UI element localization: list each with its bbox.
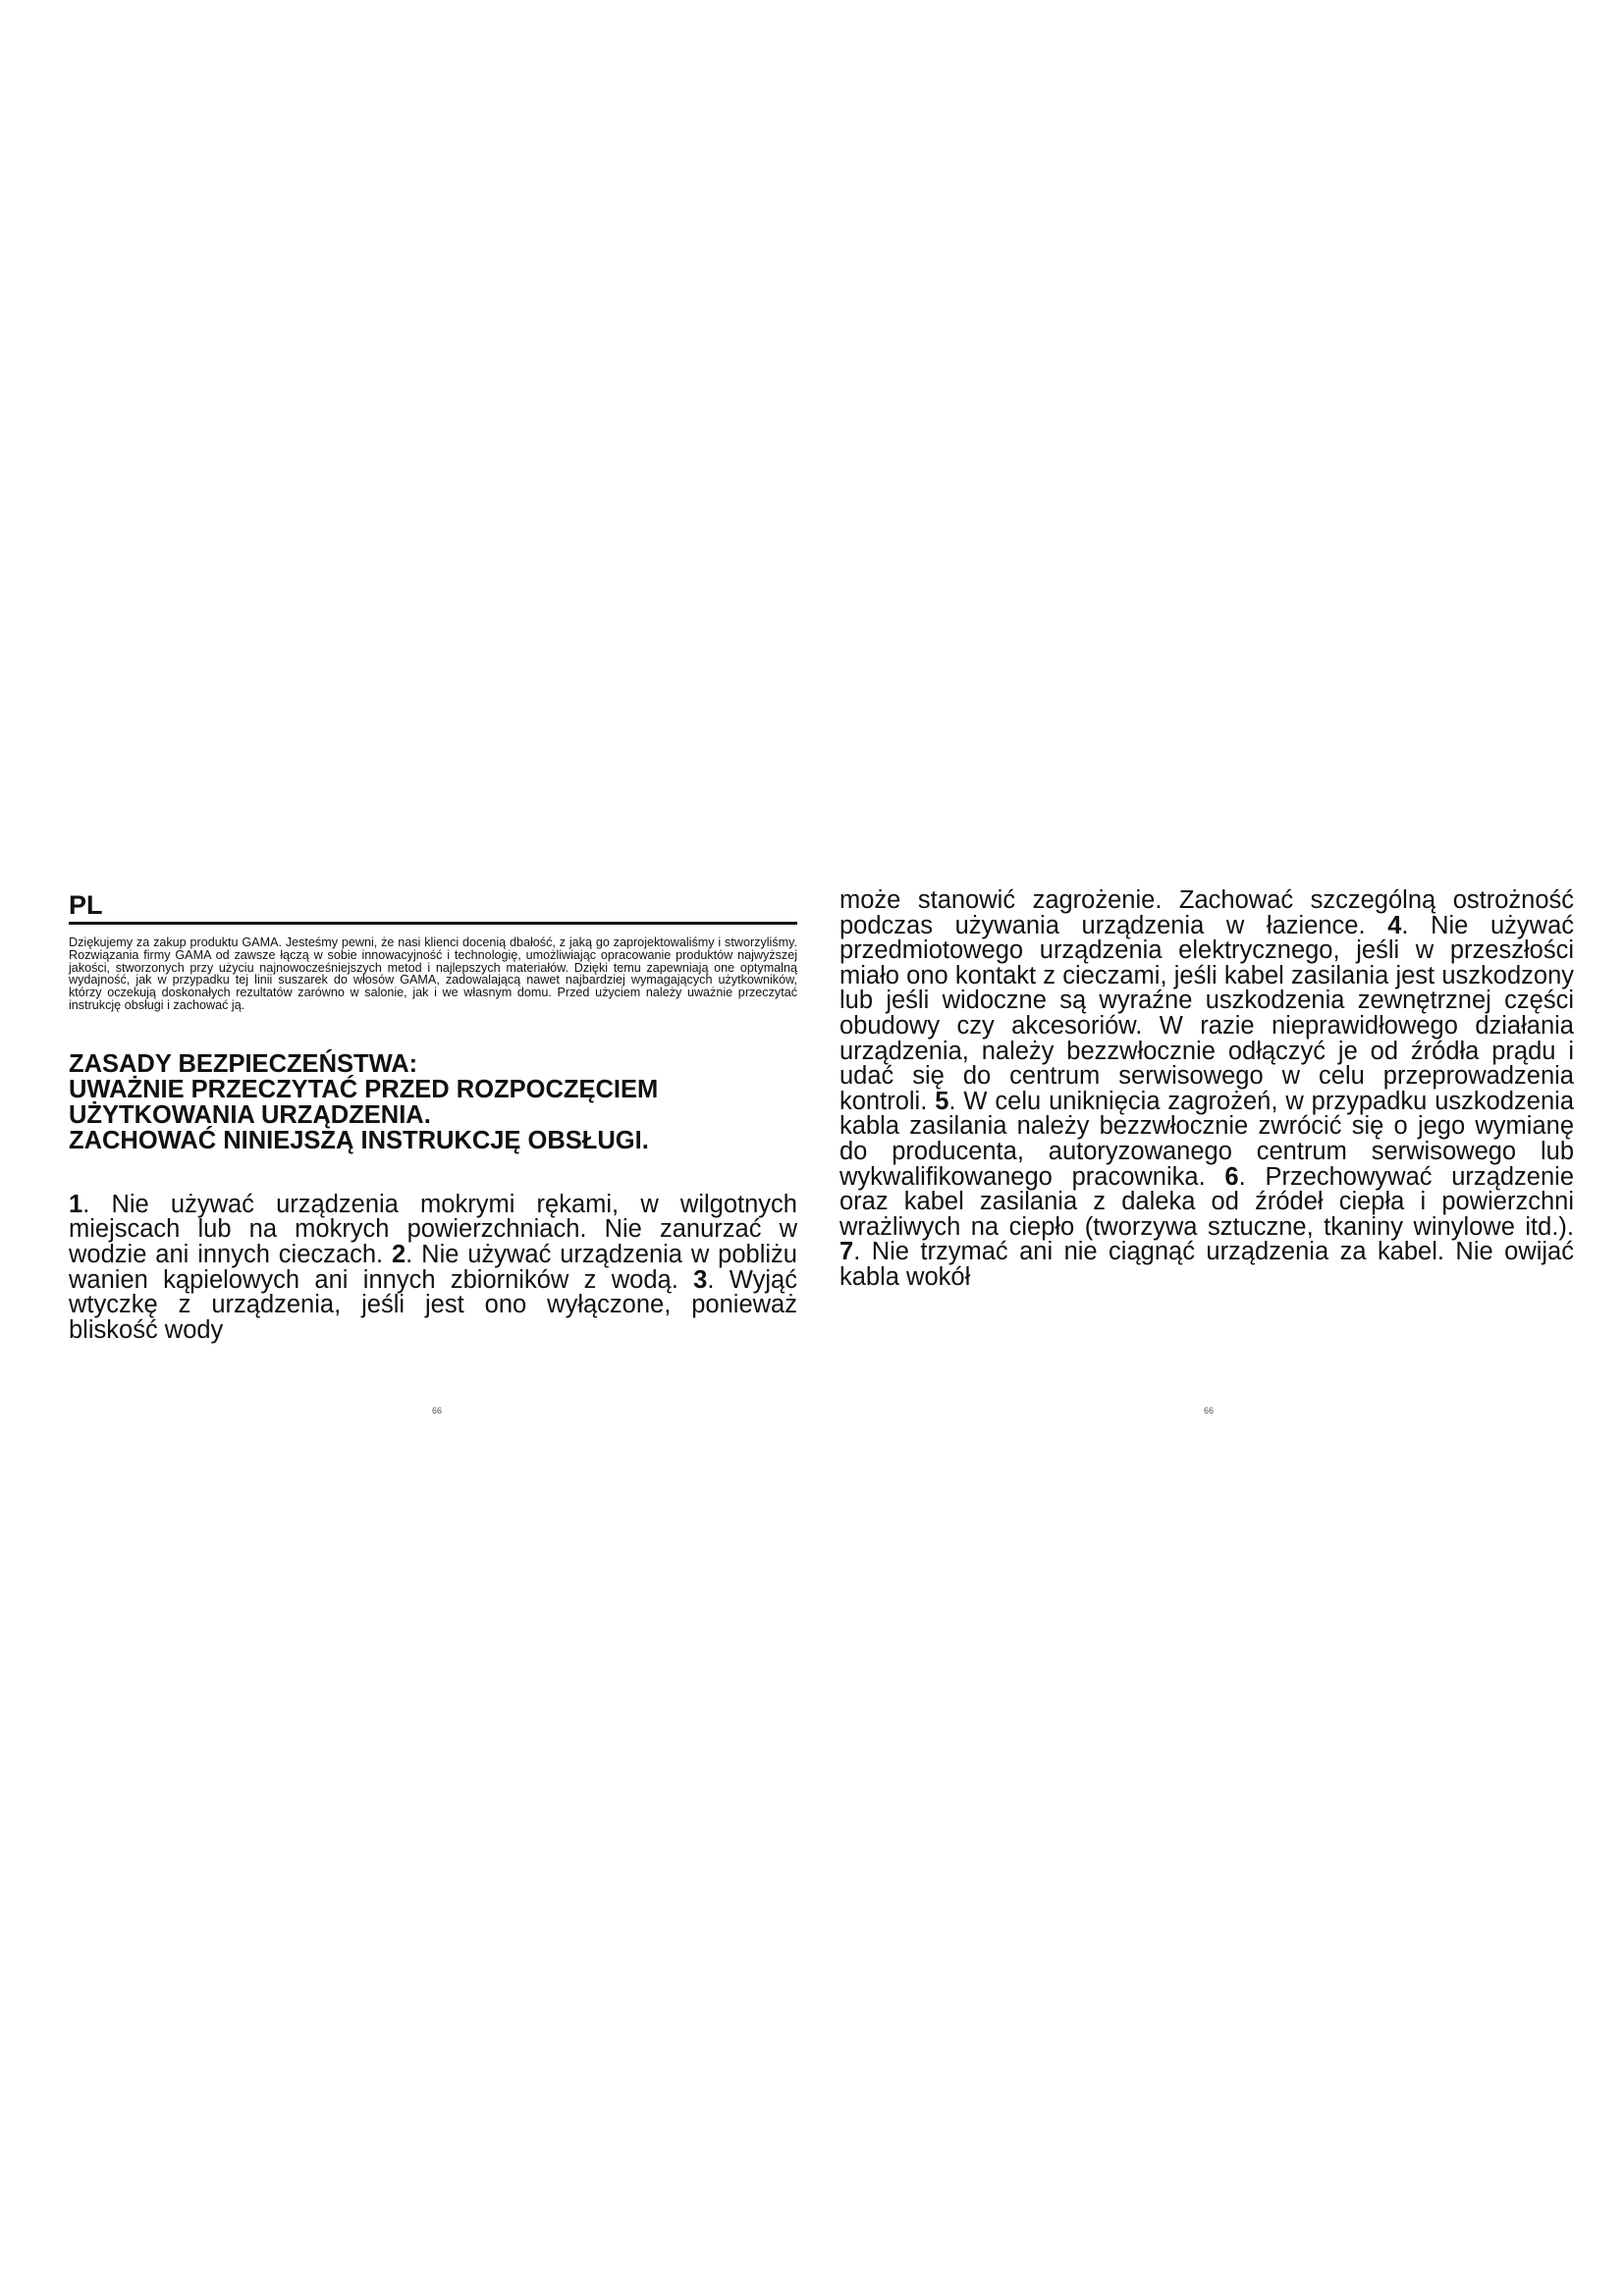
safety-heading-line-1: ZASADY BEZPIECZEŃSTWA:: [69, 1049, 418, 1078]
item-text-3-continued: może stanowić zagrożenie. Zachować szczególną ostrożność podczas używania urządzenia w łazience.: [839, 886, 1574, 939]
item-number-7: 7: [839, 1238, 854, 1266]
safety-heading: [69, 1051, 797, 1153]
left-page: [69, 888, 797, 1418]
header-divider: [69, 922, 797, 925]
item-text-1: . Nie używać urządzenia mokrymi rękami, w wilgotnych miejscach lub na mokrych powierzchniach. Nie zanurzać w wodzie ani innych cieczach.: [69, 1190, 797, 1268]
safety-heading-line-2: UWAŻNIE PRZECZYTAĆ PRZED ROZPOCZĘCIEM: [69, 1075, 659, 1103]
safety-heading-line-3: UŻYTKOWANIA URZĄDZENIA.: [69, 1100, 431, 1129]
right-page: [839, 888, 1574, 1418]
language-code: PL: [69, 890, 103, 920]
item-number-3: 3: [693, 1265, 708, 1294]
item-text-5: . W celu uniknięcia zagrożeń, w przypadku uszkodzenia kabla zasilania należy bezzwłocznie zwrócić się o jego wymianę do producenta, autoryzowanego centrum serwisowego lub wykwalifikowanego pracownika.: [839, 1087, 1574, 1191]
right-page-number: 66: [1204, 1406, 1215, 1415]
intro-paragraph: Dziękujemy za zakup produktu GAMA. Jesteśmy pewni, że nasi klienci docenią dbałość, z jaką go zaprojektowaliśmy i stworzyliśmy. Rozwiązania firmy GAMA od zawsze łączą w sobie innowacyjność i technologię, umożliwiając opracowanie produktów najwyższej jakości, stworzonych przy użyciu najnowocześniejszych metod i najlepszych materiałów. Dzięki temu zapewniają one optymalną wydajność, jak w przypadku tej linii suszarek do włosów GAMA, zadowalającą nawet najbardziej wymagających użytkowników, którzy oczekują doskonałych rezultatów zarówno w salonie, jak i we własnym domu. Przed użyciem należy uważnie przeczytać instrukcję obsługi i zachować ją.: [69, 935, 797, 1012]
item-number-4: 4: [1387, 911, 1402, 939]
left-page-number: 66: [432, 1406, 443, 1415]
item-number-2: 2: [391, 1240, 406, 1268]
safety-instructions-left: [69, 1190, 797, 1344]
item-number-6: 6: [1224, 1162, 1239, 1191]
item-text-7: . Nie trzymać ani nie ciągnąć urządzenia za kabel. Nie owijać kabla wokół: [839, 1238, 1574, 1291]
item-number-5: 5: [935, 1087, 949, 1115]
item-text-3: . Wyjąć wtyczkę z urządzenia, jeśli jest ono wyłączone, ponieważ bliskość wody: [69, 1265, 797, 1344]
item-text-4: . Nie używać przedmiotowego urządzenia elektrycznego, jeśli w przeszłości miało ono kontakt z cieczami, jeśli kabel zasilania jest uszkodzony lub jeśli widoczne są wyraźne uszkodzenia zewnętrznej części obudowy czy akcesoriów. W razie nieprawidłowego działania urządzenia, należy bezzwłocznie odłączyć je od źródła prądu i udać się do centrum serwisowego w celu przeprowadzenia kontroli.: [839, 911, 1575, 1115]
safety-heading-line-4: ZACHOWAĆ NINIEJSZĄ INSTRUKCJĘ OBSŁUGI.: [69, 1126, 649, 1154]
item-text-6: . Przechowywać urządzenie oraz kabel zasilania z daleka od źródeł ciepła i powierzchni wrażliwych na ciepło (tworzywa sztuczne, tkaniny winylowe itd.).: [839, 1162, 1574, 1241]
item-number-1: 1: [69, 1190, 83, 1218]
safety-instructions-right: [839, 888, 1574, 1291]
item-text-2: . Nie używać urządzenia w pobliżu wanien kąpielowych ani innych zbiorników z wodą.: [69, 1240, 797, 1294]
